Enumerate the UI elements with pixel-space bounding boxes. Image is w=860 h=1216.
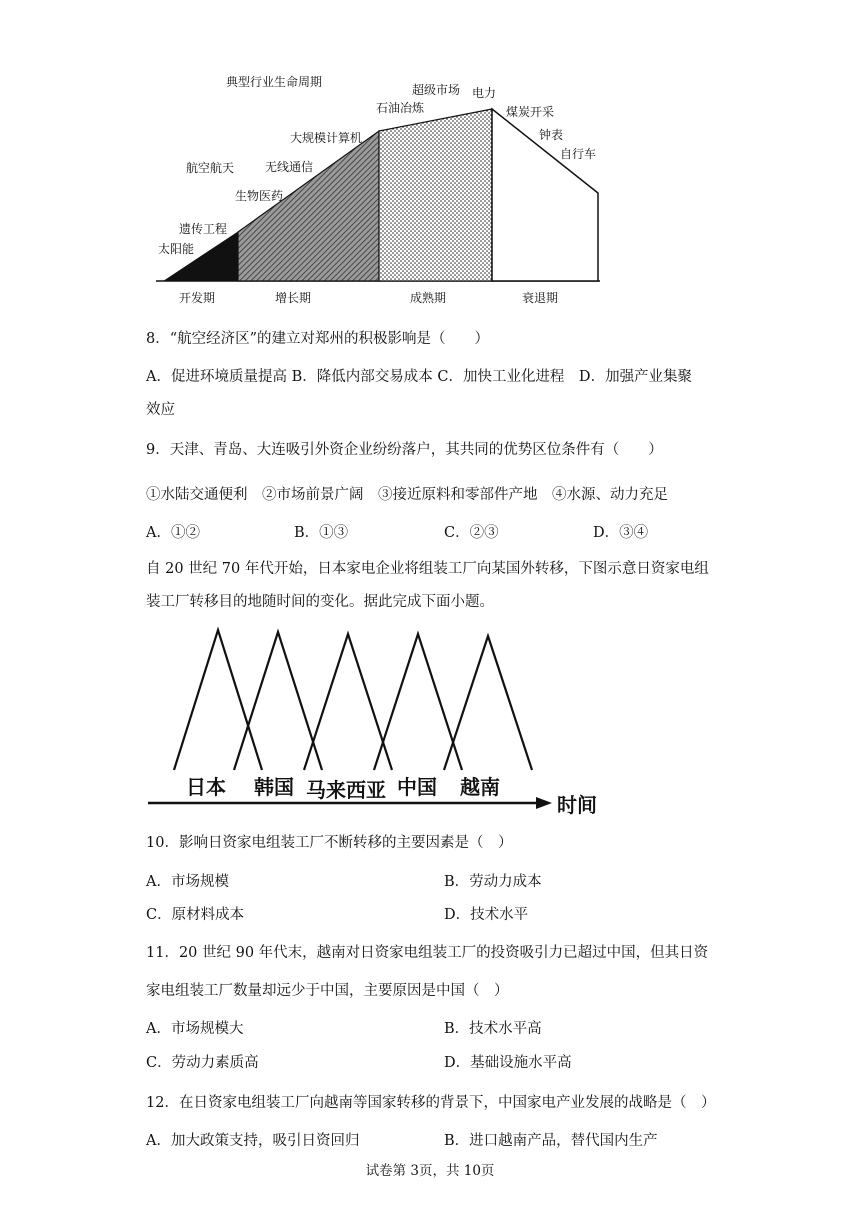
- country-label: 马来西亚: [306, 778, 386, 802]
- q8-stem: 8．“航空经济区”的建立对郑州的积极影响是（ ）: [146, 331, 490, 347]
- q8-options-wrap: 效应: [146, 402, 175, 418]
- industry-label: 无线通信: [265, 160, 314, 174]
- q12-option-a: A．加大政策支持，吸引日资回归: [146, 1133, 360, 1149]
- q9-option-c: C．②③: [444, 525, 499, 541]
- stage-label: 成熟期: [410, 291, 447, 305]
- stage-label: 开发期: [179, 291, 216, 305]
- industry-label: 煤炭开采: [506, 105, 555, 119]
- time-axis-arrowhead: [536, 797, 552, 809]
- industry-label: 自行车: [560, 147, 597, 161]
- industry-label: 钟表: [539, 128, 564, 142]
- industry-lifecycle-figure: [150, 70, 620, 315]
- transfer-peak-korea: [234, 632, 322, 770]
- q12-stem: 12．在日资家电组装工厂向越南等国家转移的背景下，中国家电产业发展的战略是（ ）: [146, 1095, 716, 1111]
- time-axis-label: 时间: [557, 793, 597, 817]
- page-footer: 试卷第 3页，共 10页: [365, 1163, 495, 1179]
- q11-stem: 11．20 世纪 90 年代末，越南对日资家电组装工厂的投资吸引力已超过中国，但其日资: [146, 945, 709, 961]
- industry-label: 航空航天: [186, 161, 235, 175]
- transfer-peak-china: [374, 634, 462, 770]
- intro-line: 装工厂转移目的地随时间的变化。据此完成下面小题。: [146, 594, 494, 610]
- industry-label: 石油冶炼: [376, 101, 425, 115]
- q12-option-b: B．进口越南产品，替代国内生产: [444, 1133, 658, 1149]
- q10-option-c: C．原材料成本: [146, 907, 245, 923]
- industry-label: 电力: [472, 86, 497, 100]
- figure1-title: 典型行业生命周期: [226, 75, 323, 89]
- factory-transfer-figure: [146, 622, 606, 822]
- q10-option-d: D．技术水平: [444, 907, 529, 923]
- transfer-peak-vietnam: [444, 636, 532, 770]
- industry-label: 超级市场: [412, 83, 461, 97]
- q9-option-a: A．①②: [146, 525, 200, 541]
- transfer-peak-japan: [174, 630, 262, 770]
- country-label: 越南: [460, 775, 500, 799]
- industry-label: 大规模计算机: [290, 131, 363, 145]
- stage-label: 增长期: [275, 291, 312, 305]
- transfer-peak-malaysia: [304, 634, 392, 770]
- q11-option-b: B．技术水平高: [444, 1021, 542, 1037]
- q11-option-c: C．劳动力素质高: [146, 1055, 259, 1071]
- q8-options: A．促进环境质量提高 B．降低内部交易成本 C．加快工业化进程 D．加强产业集聚: [146, 369, 693, 385]
- country-label: 韩国: [254, 775, 294, 799]
- industry-label: 遗传工程: [179, 222, 228, 236]
- stage-growth-area: [238, 131, 379, 281]
- q11-option-d: D．基础设施水平高: [444, 1055, 572, 1071]
- industry-label: 太阳能: [158, 242, 195, 256]
- q11-stem-wrap: 家电组装工厂数量却远少于中国，主要原因是中国（ ）: [146, 983, 509, 999]
- intro-line: 自 20 世纪 70 年代开始，日本家电企业将组装工厂向某国外转移，下图示意日资家电组: [146, 561, 709, 577]
- q11-option-a: A．市场规模大: [146, 1021, 244, 1037]
- q10-option-a: A．市场规模: [146, 874, 229, 890]
- industry-label: 生物医药: [235, 189, 284, 203]
- stage-development-area: [164, 232, 238, 281]
- country-label: 中国: [397, 775, 437, 799]
- q9-option-b: B．①③: [294, 525, 349, 541]
- q9-conditions: ①水陆交通便利 ②市场前景广阔 ③接近原料和零部件产地 ④水源、动力充足: [146, 487, 668, 503]
- country-label: 日本: [186, 775, 226, 799]
- stage-maturity-area: [379, 109, 492, 281]
- q10-stem: 10．影响日资家电组装工厂不断转移的主要因素是（ ）: [146, 835, 513, 851]
- q9-stem: 9．天津、青岛、大连吸引外资企业纷纷落户，其共同的优势区位条件有（ ）: [146, 442, 663, 458]
- stage-label: 衰退期: [522, 291, 559, 305]
- q10-option-b: B．劳动力成本: [444, 874, 542, 890]
- q9-option-d: D．③④: [593, 525, 649, 541]
